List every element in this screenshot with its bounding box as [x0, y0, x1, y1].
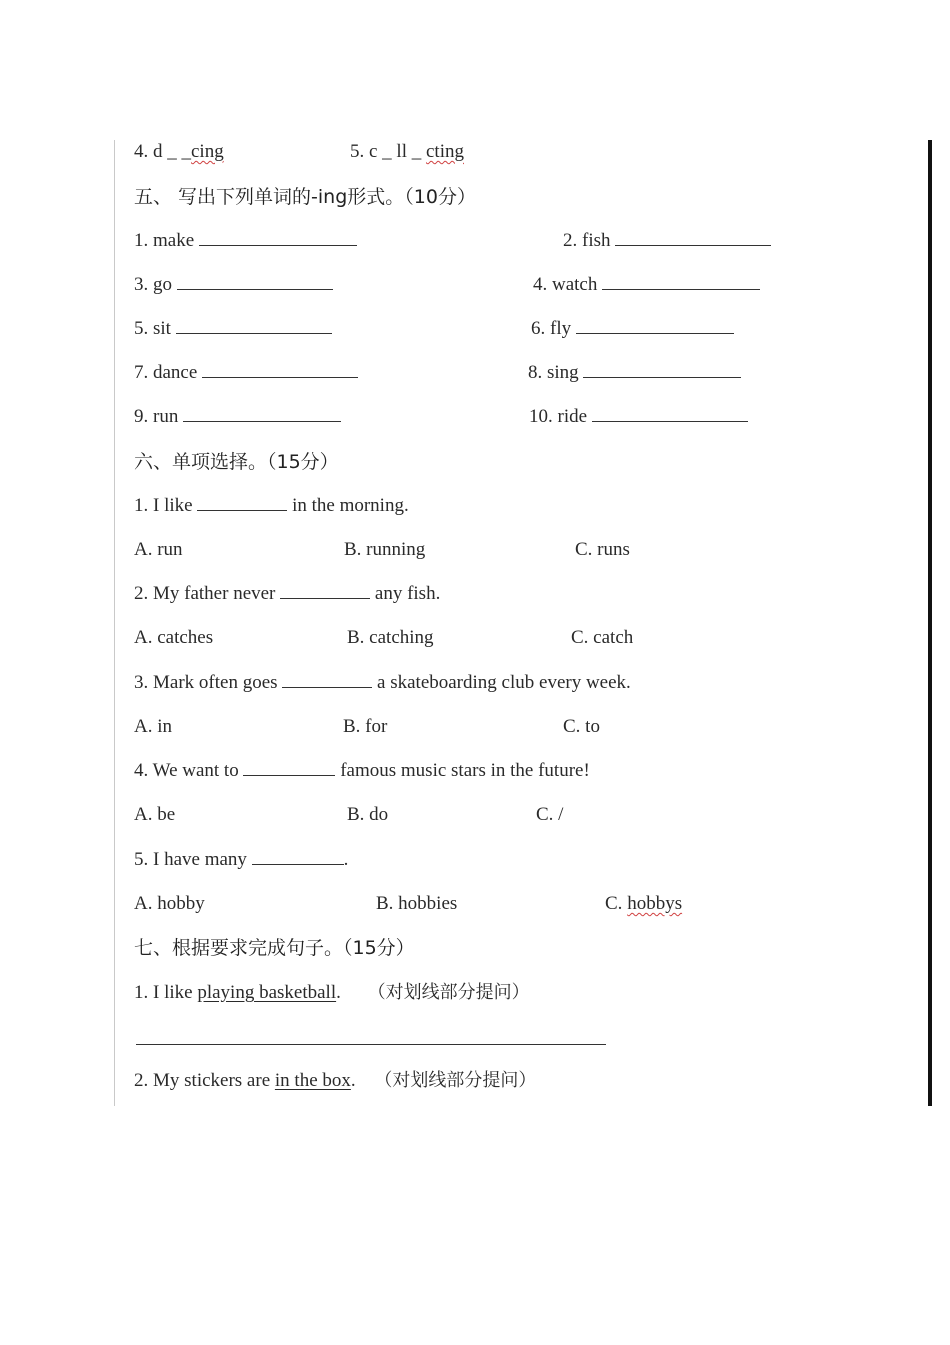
choice-q5-after: . [343, 849, 349, 870]
choice-q4-blank[interactable] [243, 761, 335, 776]
choice-q3-blank[interactable] [282, 673, 372, 688]
sentence-q2-prefix: 2. My stickers are [134, 1070, 275, 1091]
choice-q3-option-a[interactable]: A. in [134, 716, 172, 737]
sentence-q2-hint: （对划线部分提问） [374, 1070, 537, 1091]
section-5-title: 五、 写出下列单词的-ing形式。（10分） [134, 186, 476, 208]
choice-q1-option-b[interactable]: B. running [344, 539, 426, 560]
ing-item-9-blank[interactable] [183, 407, 341, 422]
sentence-q2-suffix: . [350, 1070, 356, 1091]
choice-q3-option-c[interactable]: C. to [563, 716, 600, 737]
ing-item-6 [531, 317, 734, 341]
ing-item-7 [134, 361, 358, 385]
scan-right-edge [928, 140, 932, 1106]
ing-item-9-label: 9. run [134, 406, 179, 427]
spelling-q4-suffix: cing [191, 141, 224, 162]
choice-q5-blank[interactable] [252, 850, 344, 865]
choice-q3-option-b[interactable]: B. for [343, 716, 388, 737]
section-6-title: 六、单项选择。（15分） [134, 451, 339, 473]
section-7-title: 七、根据要求完成句子。（15分） [134, 937, 415, 959]
choice-q1-option-c[interactable]: C. runs [575, 539, 630, 560]
ing-item-1-label: 1. make [134, 230, 195, 251]
ing-item-1-blank[interactable] [199, 231, 357, 246]
sentence-question-2 [134, 1069, 536, 1093]
ing-item-3-label: 3. go [134, 274, 172, 295]
ing-item-2-blank[interactable] [615, 231, 771, 246]
choice-q5-option-a[interactable]: A. hobby [134, 893, 205, 914]
ing-item-1 [134, 229, 357, 253]
ing-item-4-blank[interactable] [602, 275, 760, 290]
spelling-q5-suffix: cting [426, 141, 464, 162]
ing-item-6-label: 6. fly [531, 318, 572, 339]
ing-item-7-blank[interactable] [202, 363, 358, 378]
choice-q5-option-c-prefix: C. [605, 893, 628, 914]
choice-q2-after: any fish. [374, 583, 441, 604]
choice-q4-after: famous music stars in the future! [340, 760, 590, 781]
choice-q4-option-a[interactable]: A. be [134, 804, 176, 825]
choice-q2-blank[interactable] [280, 584, 370, 599]
ing-item-9 [134, 405, 341, 429]
ing-item-10 [529, 405, 748, 429]
sentence-q1-prefix: 1. I like [134, 982, 198, 1003]
sentence-q1-underlined: playing basketball [197, 982, 337, 1003]
ing-item-10-label: 10. ride [529, 406, 588, 427]
ing-item-4-label: 4. watch [533, 274, 598, 295]
scan-left-edge [114, 140, 115, 1106]
ing-item-10-blank[interactable] [592, 407, 748, 422]
ing-item-2 [563, 229, 771, 253]
sentence-q2-underlined: in the box [274, 1070, 351, 1091]
choice-question-5 [134, 848, 348, 872]
ing-item-6-blank[interactable] [576, 319, 734, 334]
ing-item-8 [528, 361, 741, 385]
choice-q2-option-a[interactable]: A. catches [134, 627, 214, 648]
choice-q2-before: 2. My father never [134, 583, 276, 604]
choice-q5-option-c[interactable] [605, 892, 682, 916]
ing-item-5 [134, 317, 332, 341]
ing-item-8-label: 8. sing [528, 362, 579, 383]
sentence-question-1 [134, 981, 530, 1005]
choice-q5-option-b[interactable]: B. hobbies [376, 893, 458, 914]
sentence-q1-suffix: . [336, 982, 341, 1003]
spelling-q4-prefix: 4. d _ _ [134, 141, 191, 162]
sentence-q1-answer-line[interactable] [136, 1044, 606, 1045]
choice-q5-option-c-word: hobbys [627, 893, 683, 914]
ing-item-3-blank[interactable] [177, 275, 333, 290]
spelling-q5-prefix: 5. c _ ll _ [350, 141, 426, 162]
choice-q4-option-b[interactable]: B. do [347, 804, 389, 825]
choice-q1-before: 1. I like [134, 495, 193, 516]
choice-q3-before: 3. Mark often goes [134, 672, 278, 693]
ing-item-3 [134, 273, 333, 297]
choice-q5-before: 5. I have many [134, 849, 247, 870]
choice-question-1 [134, 494, 409, 518]
choice-q2-option-b[interactable]: B. catching [347, 627, 434, 648]
ing-item-7-label: 7. dance [134, 362, 198, 383]
choice-q1-option-a[interactable]: A. run [134, 539, 183, 560]
choice-question-3 [134, 671, 631, 695]
spelling-question-5 [350, 140, 464, 164]
spelling-question-4 [134, 140, 224, 164]
choice-q3-after: a skateboarding club every week. [377, 672, 631, 693]
ing-item-5-label: 5. sit [134, 318, 171, 339]
ing-item-2-label: 2. fish [563, 230, 611, 251]
ing-item-4 [533, 273, 760, 297]
sentence-q1-hint: （对划线部分提问） [367, 982, 530, 1003]
choice-q4-option-c[interactable]: C. / [536, 804, 564, 825]
choice-question-2 [134, 582, 440, 606]
choice-q4-before: 4. We want to [134, 760, 239, 781]
choice-q1-after: in the morning. [292, 495, 409, 516]
choice-q1-blank[interactable] [197, 496, 287, 511]
ing-item-8-blank[interactable] [583, 363, 741, 378]
ing-item-5-blank[interactable] [176, 319, 332, 334]
choice-question-4 [134, 759, 590, 783]
choice-q2-option-c[interactable]: C. catch [571, 627, 634, 648]
